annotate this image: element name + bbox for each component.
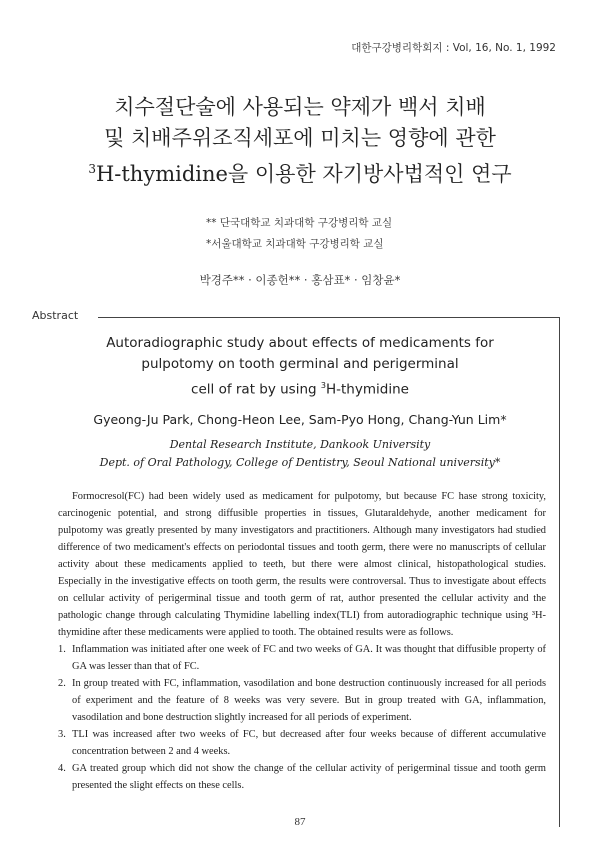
- abstract-label: Abstract: [32, 309, 79, 322]
- english-title: [0, 333, 600, 401]
- finding-text: Inflammation was initiated after one week of FC and two weeks of GA. It was thought that diffusible property of GA was lesser than that of FC.: [72, 644, 546, 672]
- korean-affiliation: *서울대학교 치과대학 구강병리학 교실: [206, 238, 384, 250]
- findings-list: [58, 641, 546, 794]
- korean-title-line: [0, 154, 600, 190]
- abstract-frame-top-rule: [98, 317, 560, 318]
- english-title-line-text: H-thymidine: [325, 381, 409, 398]
- finding-number: 3.: [58, 729, 66, 740]
- korean-authors: 박경주** · 이종헌** · 홍삼표* · 임창윤*: [199, 273, 401, 287]
- english-title-line: pulpotomy on tooth germinal and perigerminal: [141, 356, 459, 372]
- journal-citation: 대한구강병리학회지 : Vol, 16, No. 1, 1992: [351, 42, 556, 54]
- finding-item: [58, 760, 546, 794]
- english-title-line: Autoradiographic study about effects of medicaments for: [106, 335, 494, 351]
- finding-number: 1.: [58, 644, 66, 655]
- korean-title-line: 치수절단술에 사용되는 약제가 백서 치배: [114, 95, 486, 119]
- english-affiliation: Dept. of Oral Pathology, College of Dentistry, Seoul National university*: [99, 456, 501, 469]
- finding-number: 2.: [58, 678, 66, 689]
- page-number: 87: [294, 816, 306, 828]
- finding-number: 4.: [58, 763, 66, 774]
- finding-text: In group treated with FC, inflammation, vasodilation and bone destruction continuously increased for all periods of experiment and the feature of 8 weeks was very severe. But in group treated with GA, inflammation, vasodilation and bone destruction slightly increased for all periods of experiment.: [72, 678, 546, 723]
- english-authors: Gyeong-Ju Park, Chong-Heon Lee, Sam-Pyo Hong, Chang-Yun Lim*: [93, 412, 507, 427]
- abstract-body: [58, 488, 546, 794]
- english-title-line: [0, 375, 600, 401]
- korean-affiliations: [206, 213, 392, 255]
- korean-title-line-text: H-thymidine을 이용한 자기방사법적인 연구: [95, 162, 512, 186]
- korean-title: [0, 92, 600, 190]
- english-title-line-text: cell of rat by using: [191, 381, 321, 398]
- abstract-paragraph: Formocresol(FC) had been widely used as medicament for pulpotomy, but because FC hase strong toxicity, carcinogenic potential, and strong diffusible properties in tissues, Glutaraldehyde, another medicament for pulpotomy was greatly presented by many investigators and practitioners. Although many investigators had studied difference of two medicament's effects on periodontal tissues and tooth germ, there were no manuscripts of cellular activity about these medicaments applied to teeth, but there were almost clinical, histopathological studies. Especially in the investigative effects on tooth germ, the results were controversal. Thus to investigate about effects on cellular activity of perigerminal tissue and tooth germ of rat, author presented the cellular activity and the pathologic change through calculating Thymidine labelling index(TLI) from autoradiographic technique using ³H-thymidine after these medicaments were applied to tooth. The obtained results were as follows.: [58, 491, 546, 638]
- finding-item: [58, 675, 546, 726]
- english-affiliation: Dental Research Institute, Dankook University: [169, 438, 431, 451]
- english-title-superscript: 3: [320, 381, 326, 390]
- finding-item: [58, 641, 546, 675]
- korean-affiliation: ** 단국대학교 치과대학 구강병리학 교실: [206, 217, 393, 229]
- english-affiliations: [0, 436, 600, 472]
- finding-item: [58, 726, 546, 760]
- korean-title-superscript: 3: [88, 162, 96, 176]
- finding-text: TLI was increased after two weeks of FC, but decreased after four weeks because of different accumulative concentration between 2 and 4 weeks.: [72, 729, 546, 757]
- finding-text: GA treated group which did not show the change of the cellular activity of perigerminal tissue and tooth germ presented the slight effects on these cells.: [72, 763, 546, 791]
- korean-title-line: 및 치배주위조직세포에 미치는 영향에 관한: [104, 126, 496, 150]
